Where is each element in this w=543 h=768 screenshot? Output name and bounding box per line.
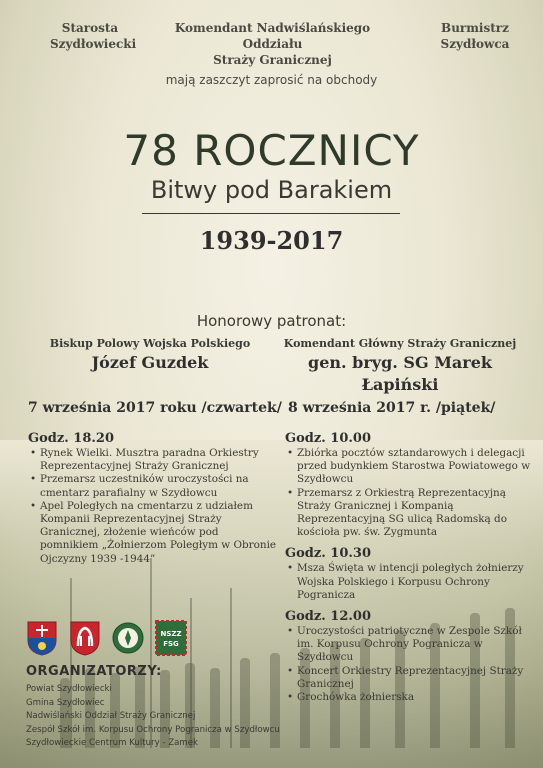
slot-time: Godz. 18.20 — [28, 431, 115, 446]
schedule-item: • Apel Poległych na cmentarzu z udziałem Kompanii Reprezentacyjnej Straży Granicznej, złożenie wieńców pod pomnikiem „Żołnierzom Poległym w Obronie Ojczyzny 1939 -1944” — [28, 500, 278, 566]
organizer-item: Nadwiślański Oddział Straży Granicznej — [26, 711, 196, 721]
host-left-line1: Starosta — [61, 21, 119, 35]
host-right — [435, 20, 515, 52]
slot-items — [285, 625, 535, 704]
patronage-header: Honorowy patronat: — [196, 312, 347, 330]
schedule-item: • Rynek Wielki. Musztra paradna Orkiestry Reprezentacyjnej Straży Granicznej — [28, 447, 278, 473]
host-right-line2: Szydłowca — [440, 37, 510, 51]
schedule-item: • Przemarsz uczestników uroczystości na cmentarz parafialny w Szydłowcu — [28, 473, 278, 499]
schedule-slot — [285, 545, 535, 602]
organizer-item: Zespół Szkół im. Korpusu Ochrony Pogranicza w Szydłowcu — [26, 724, 280, 735]
slot-items — [285, 447, 535, 539]
host-left — [50, 20, 137, 52]
nszz-fsg-logo-icon — [155, 620, 187, 656]
organizer-item: Gmina Szydłowiec — [26, 697, 105, 708]
slot-items — [285, 562, 535, 602]
host-center — [145, 20, 400, 68]
schedule-item: • Koncert Orkiestry Reprezentacyjnej Straży Granicznej — [285, 665, 535, 691]
organizer-item: Powiat Szydłowiecki — [26, 684, 112, 694]
host-center-line2: Straży Granicznej — [213, 53, 332, 67]
main-title: 78 ROCZNICY — [123, 126, 420, 175]
host-row — [0, 20, 543, 67]
organizer-item: Szydłowieckie Centrum Kultury - Zamek — [26, 738, 199, 748]
years: 1939-2017 — [199, 226, 344, 255]
invite-text: mają zaszczyt zaprosić na obchody — [165, 73, 378, 87]
svg-text:NSZZ: NSZZ — [160, 630, 182, 638]
slot-items — [28, 447, 278, 566]
patron-right-name: gen. bryg. SG Marek Łapiński — [308, 353, 492, 394]
host-left-line2: Szydłowiecki — [50, 37, 137, 51]
slot-time: Godz. 10.30 — [285, 546, 372, 562]
host-right-line1: Burmistrz — [441, 21, 509, 35]
schedule-slot — [285, 430, 535, 539]
logo-row — [26, 620, 196, 658]
patron-left-role: Biskup Polowy Wojska Polskiego — [49, 337, 251, 350]
schedule-item: • Uroczystości patriotyczne w Zespole Szkół im. Korpusu Ochrony Pogranicza w Szydłowcu — [285, 625, 535, 665]
schedule-item: • Grochówka żołnierska — [285, 691, 535, 704]
schedule-item: • Msza Święta w intencji poległych żołnierzy Wojska Polskiego i Korpusu Ochrony Pogranicza — [285, 562, 535, 602]
schedule-item: • Zbiórka pocztów sztandarowych i delegacji przed budynkiem Starostwa Powiatowego w Szydłowcu — [285, 447, 535, 487]
schedule-item: • Przemarsz z Orkiestrą Reprezentacyjną Straży Granicznej i Kompanią Reprezentacyjną SG ulicą Radomską do kościoła pw. św. Zygmunta — [285, 487, 535, 540]
slot-time: Godz. 12.00 — [285, 609, 372, 625]
gmina-crest-icon — [69, 620, 101, 656]
patron-left-name: Józef Guzdek — [91, 353, 209, 372]
organizers-list — [26, 683, 286, 751]
patron-left — [40, 336, 260, 374]
svg-text:FSG: FSG — [163, 640, 179, 648]
patron-right — [270, 336, 530, 396]
powiat-crest-icon — [26, 620, 58, 656]
subtitle: Bitwy pod Barakiem — [150, 176, 393, 204]
host-center-line1: Komendant Nadwiślańskiego Oddziału — [174, 21, 371, 51]
day1-schedule — [28, 430, 278, 572]
slot-time: Godz. 10.00 — [285, 431, 372, 446]
organizers-header: ORGANIZATORZY: — [26, 664, 162, 679]
schedule-slot — [285, 608, 535, 704]
day2-date: 8 września 2017 r. /piątek/ — [288, 400, 496, 416]
title-divider — [142, 213, 400, 214]
patron-right-role: Komendant Główny Straży Granicznej — [283, 337, 517, 350]
day1-date: 7 września 2017 roku /czwartek/ — [28, 400, 282, 416]
border-guard-emblem-icon — [112, 620, 144, 656]
day2-schedule — [285, 430, 535, 710]
schedule-slot — [28, 430, 278, 566]
